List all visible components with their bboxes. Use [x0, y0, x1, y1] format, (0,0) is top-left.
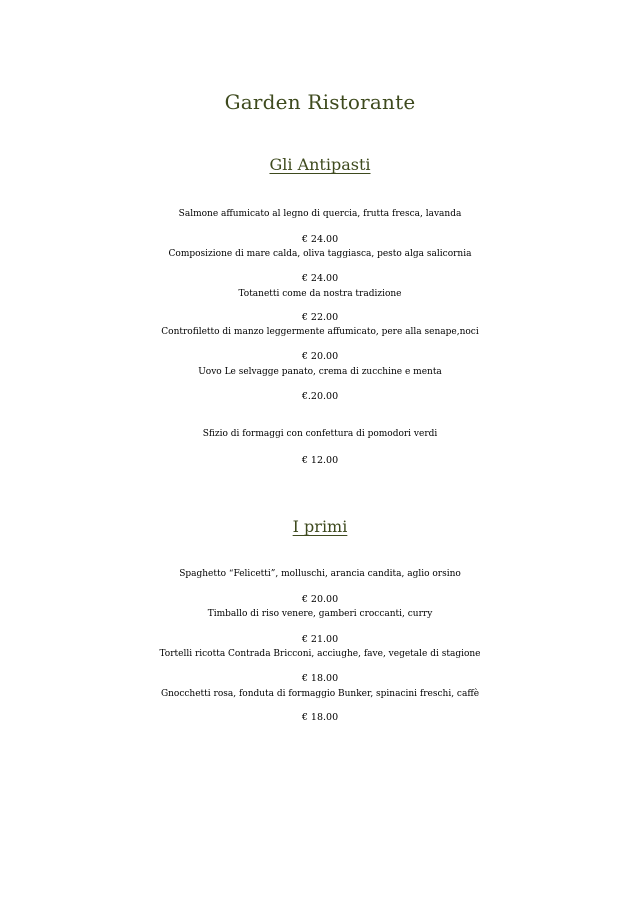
menu-item-price: € 24.00: [301, 234, 339, 245]
menu-item-name: Tortelli ricotta Contrada Bricconi, acciughe, fave, vegetale di stagione: [159, 649, 481, 659]
menu-item-price: € 20.00: [301, 351, 339, 362]
menu-item-price: € 21.00: [301, 634, 339, 645]
menu-item-price: € 20.00: [301, 594, 339, 605]
menu-item-name: Salmone affumicato al legno di quercia, frutta fresca, lavanda: [178, 209, 462, 219]
menu-item-price: € 22.00: [301, 312, 339, 323]
section-heading-antipasti: Gli Antipasti: [269, 155, 371, 174]
section-heading-primi: I primi: [292, 517, 348, 536]
menu-item-name: Totanetti come da nostra tradizione: [238, 289, 402, 299]
menu-item-name: Controfiletto di manzo leggermente affumicato, pere alla senape,noci: [161, 327, 479, 337]
menu-item-price: € 12.00: [301, 455, 339, 466]
menu-item-name: Sfizio di formaggi con confettura di pomodori verdi: [202, 429, 438, 439]
menu-item-price: € 24.00: [301, 273, 339, 284]
menu-item-price: €.20.00: [301, 391, 339, 402]
menu-item-name: Timballo di riso venere, gamberi croccanti, curry: [207, 609, 433, 619]
menu-item-price: € 18.00: [301, 673, 339, 684]
restaurant-title: Garden Ristorante: [224, 90, 416, 114]
menu-item-name: Gnocchetti rosa, fonduta di formaggio Bunker, spinacini freschi, caffè: [160, 689, 480, 699]
menu-item-name: Spaghetto “Felicetti”, molluschi, arancia candita, aglio orsino: [179, 569, 461, 579]
menu-item-name: Composizione di mare calda, oliva taggiasca, pesto alga salicornia: [168, 249, 472, 259]
menu-item-price: € 18.00: [301, 712, 339, 723]
menu-item-name: Uovo Le selvagge panato, crema di zucchine e menta: [198, 367, 442, 377]
